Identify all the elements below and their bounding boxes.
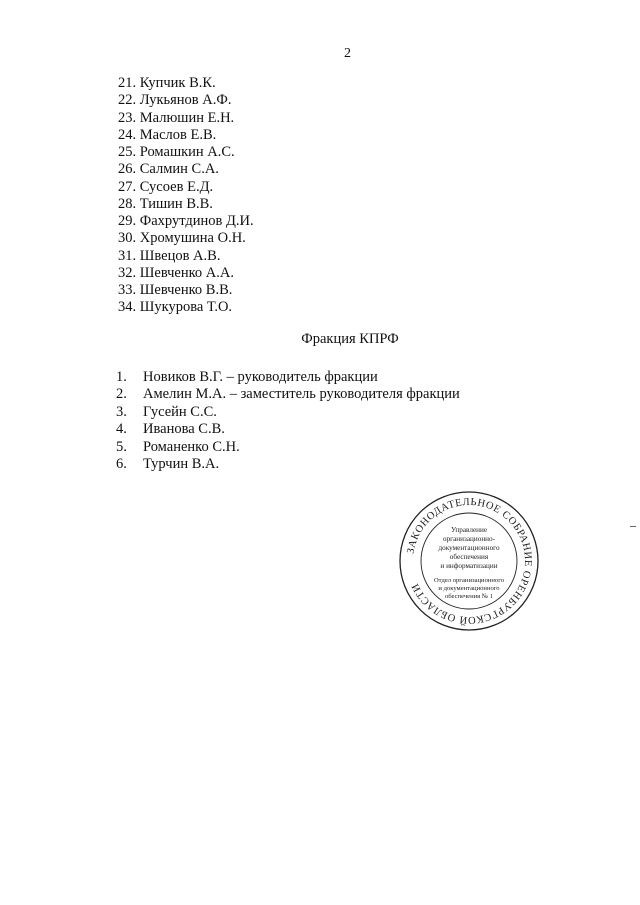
list-item	[118, 248, 254, 265]
stamp-line: Отдел организационного	[433, 577, 505, 584]
stamp-line: и документационного	[438, 585, 500, 592]
member-name: Ромашкин А.С.	[139, 144, 235, 160]
item-number: 3.	[116, 403, 127, 420]
page-number: 2	[344, 46, 351, 61]
member-name: Турчин В.А.	[143, 455, 220, 472]
list-item	[118, 144, 254, 161]
list-item	[116, 421, 460, 438]
item-number: 1.	[116, 369, 127, 385]
list-item	[118, 127, 254, 144]
list-item	[118, 179, 254, 196]
faction-members-list	[116, 369, 460, 473]
item-number: 6.	[116, 455, 127, 472]
list-item	[118, 75, 254, 92]
member-name: Романенко С.Н.	[143, 438, 240, 455]
item-number: 21.	[118, 75, 137, 91]
stamp-line: организационно-	[442, 535, 496, 543]
list-item	[118, 110, 254, 127]
stamp-line: обеспечения № 1	[444, 593, 494, 600]
list-item	[118, 230, 254, 247]
member-name: Амелин М.А. – заместитель руководителя фракции	[143, 386, 460, 403]
member-name: Тишин В.В.	[139, 195, 213, 212]
stamp-line: и информатизации	[440, 562, 498, 570]
list-item	[118, 265, 254, 282]
list-item	[116, 386, 460, 403]
stamp-line: документационного	[438, 544, 500, 552]
list-item	[118, 196, 254, 213]
list-item	[118, 92, 254, 109]
member-name: Иванова С.В.	[143, 421, 225, 438]
member-name: Шукурова Т.О.	[139, 299, 233, 316]
item-number: 28.	[118, 195, 137, 212]
member-name: Фахрутдинов Д.И.	[139, 213, 254, 229]
list-item	[118, 299, 254, 316]
item-number: 33.	[118, 282, 137, 298]
member-name: Маслов Е.В.	[139, 126, 217, 143]
item-number: 22.	[118, 92, 137, 109]
list-item	[116, 369, 460, 386]
item-number: 4.	[116, 421, 127, 438]
member-name: Сусоев Е.Д.	[139, 178, 214, 195]
list-item	[118, 282, 254, 299]
item-number: 32.	[118, 264, 137, 281]
member-name: Швецов А.В.	[139, 247, 221, 264]
item-number: 27.	[118, 178, 137, 195]
member-name: Шевченко А.А.	[139, 264, 234, 281]
member-name: Новиков В.Г. – руководитель фракции	[143, 369, 378, 385]
item-number: 30.	[118, 230, 137, 247]
member-name: Гусейн С.С.	[143, 403, 217, 420]
member-name: Шевченко В.В.	[139, 282, 233, 298]
list-item	[116, 456, 460, 473]
member-name: Лукьянов А.Ф.	[139, 92, 232, 109]
member-name: Хромушина О.Н.	[139, 230, 246, 247]
member-name: Салмин С.А.	[139, 161, 219, 178]
item-number: 23.	[118, 109, 137, 126]
faction-heading: Фракция КПРФ	[301, 331, 399, 347]
member-name: Купчик В.К.	[139, 75, 216, 91]
item-number: 29.	[118, 213, 137, 229]
list-item	[116, 439, 460, 456]
members-list	[118, 75, 254, 317]
list-item	[118, 213, 254, 230]
item-number: 5.	[116, 438, 127, 455]
item-number: 25.	[118, 144, 137, 160]
item-number: 34.	[118, 299, 137, 316]
member-name: Малюшин Е.Н.	[139, 109, 235, 126]
list-item	[118, 161, 254, 178]
stamp-ring-text: ЗАКОНОДАТЕЛЬНОЕ СОБРАНИЕ ОРЕНБУРГСКОЙ ОБЛАСТИ	[405, 496, 534, 626]
stamp-line: обеспечения	[449, 553, 489, 561]
item-number: 2.	[116, 386, 127, 403]
list-item	[116, 404, 460, 421]
item-number: 31.	[118, 247, 137, 264]
official-stamp	[398, 490, 540, 632]
scan-mark	[630, 526, 636, 527]
item-number: 26.	[118, 161, 137, 178]
item-number: 24.	[118, 126, 137, 143]
stamp-line: Управление	[450, 526, 488, 534]
